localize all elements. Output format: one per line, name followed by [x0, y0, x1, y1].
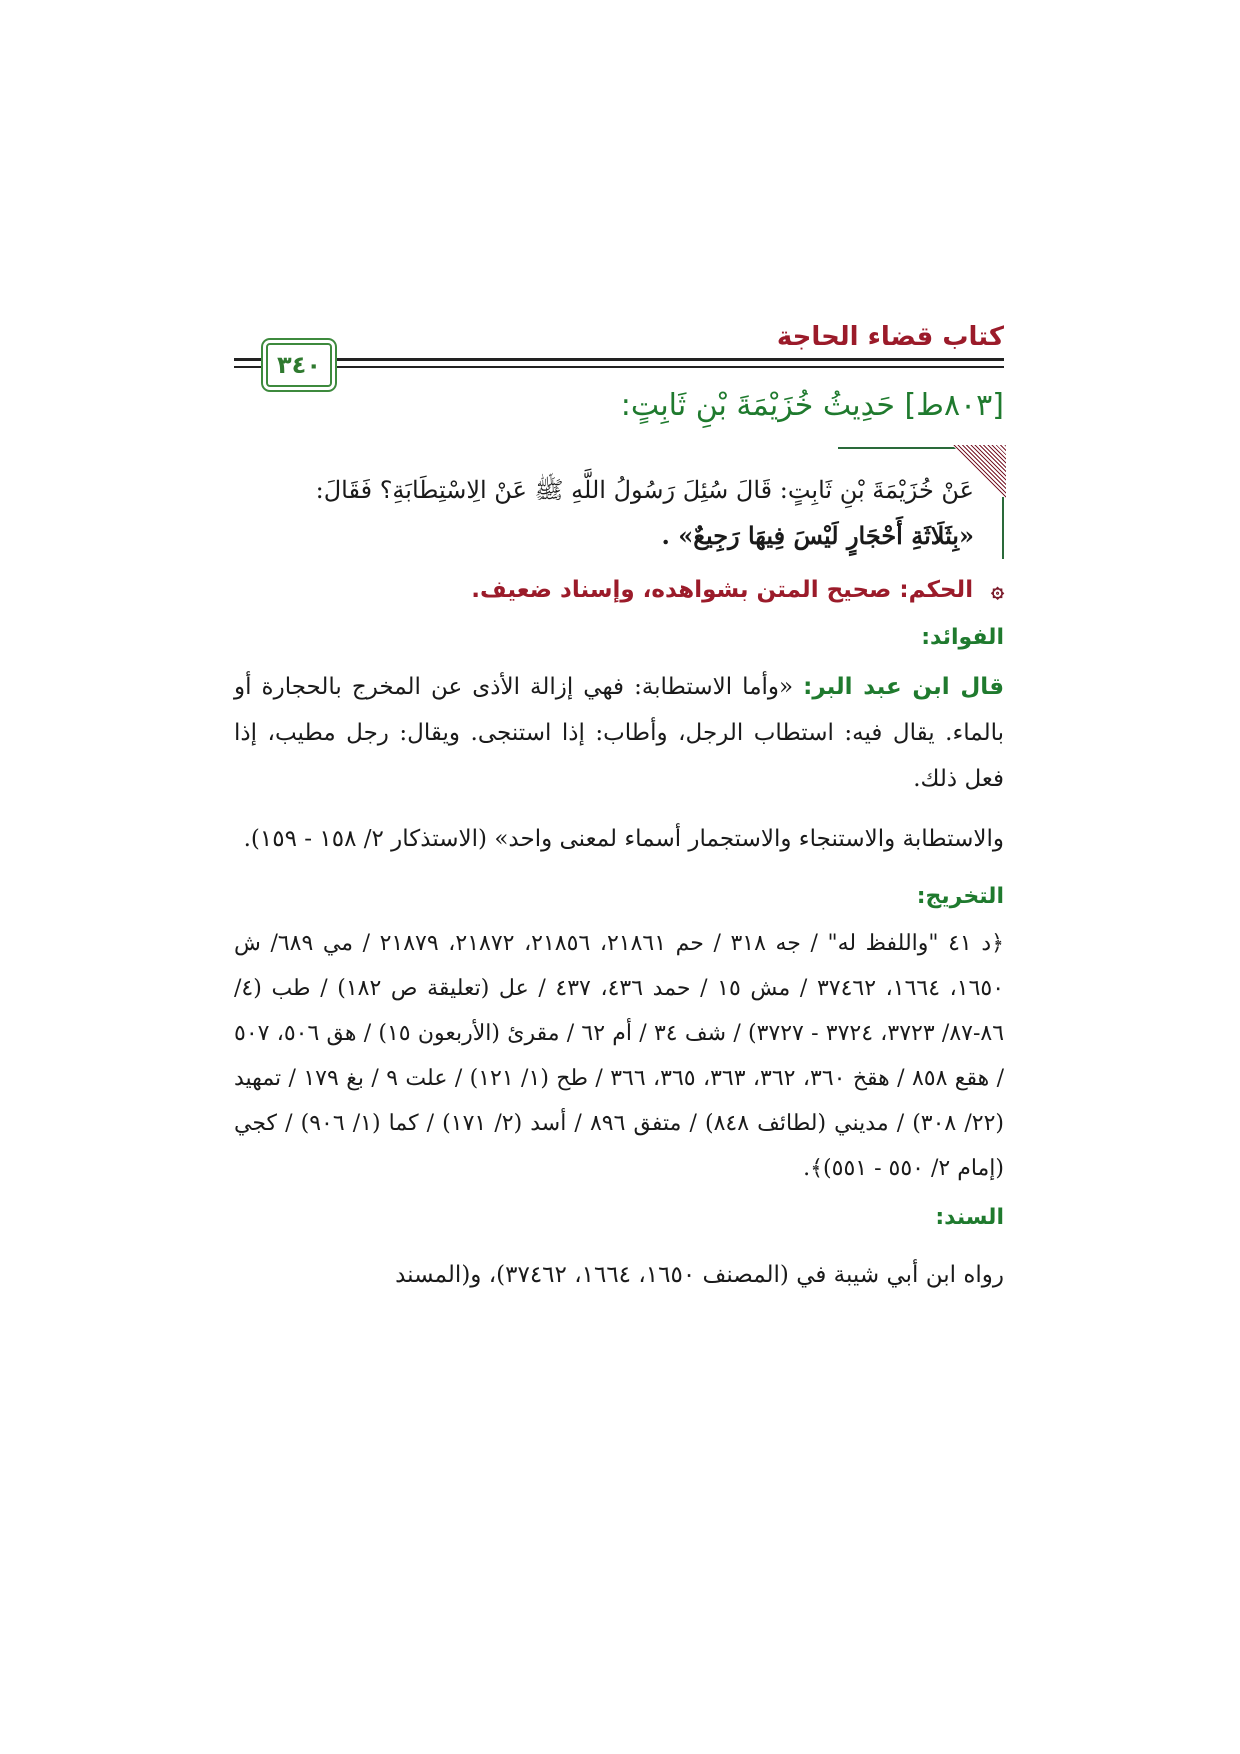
page-content: [234, 310, 1004, 1298]
page-number: ٣٤٠: [266, 343, 332, 387]
speaker-name: قال ابن عبد البر:: [803, 674, 1005, 700]
hadith-text-line: «بِثَلَاثَةِ أَحْجَارٍ لَيْسَ فِيهَا رَجِيعٌ» .: [661, 521, 974, 550]
hadith-text-line: عَنْ خُزَيْمَةَ بْنِ ثَابِتٍ: قَالَ سُئِلَ رَسُولُ اللَّهِ ﷺ عَنْ الِاسْتِطَابَةِ؟ فَقَالَ:: [315, 476, 974, 504]
fawaid-paragraph-cont: والاستطابة والاستنجاء والاستجمار أسماء لمعنى واحد» (الاستذكار ٢/ ١٥٨ - ١٥٩).: [243, 826, 1004, 852]
sanad-text: رواه ابن أبي شيبة في (المصنف ١٦٥٠، ١٦٦٤، ٣٧٤٦٢)، و(المسند: [395, 1262, 1004, 1288]
header-rule: [234, 358, 1004, 361]
ruling-label: الحكم:: [899, 577, 974, 603]
takhrij-text: ﴿د ٤١ "واللفظ له" / جه ٣١٨ / حم ٢١٨٦١، ٢١٨٥٦، ٢١٨٧٢، ٢١٨٧٩ / مي ٦٨٩/ ش ١٦٥٠، ١٦٦٤، ٣٧٤٦٢ / مش ١٥ / حمد ٤٣٦، ٤٣٧ / عل (تعليقة ص ١٨٢) / طب (٤/ ٨٦-٨٧/ ٣٧٢٣، ٣٧٢٤ - ٣٧٢٧) / شف ٣٤ / أم ٦٢ / مقرئ (الأربعون ١٥) / هق ٥٠٦، ٥٠٧ / هقع ٨٥٨ / هقخ ٣٦٠، ٣٦٢، ٣٦٣، ٣٦٥، ٣٦٦ / طح (١/ ١٢١) / علت ٩ / بغ ١٧٩ / تمهيد (٢٢/ ٣٠٨) / مديني (لطائف ٨٤٨) / متفق ٨٩٦ / أسد (٢/ ١٧١) / كما (١/ ٩٠٦) / كجي (إمام ٢/ ٥٥٠ - ٥٥١)﴾.: [234, 931, 1005, 1181]
hadith-text: [234, 467, 974, 559]
fawaid-quote: «وأما الاستطابة: فهي إزالة الأذى عن المخرج بالحجارة أو بالماء. يقال فيه: استطاب الرجل، وأطاب: إذا استنجى. ويقال: رجل مطيب، إذا فعل ذلك.: [234, 674, 1004, 792]
fawaid-paragraph: [234, 664, 1004, 802]
hadith-quote-box: [234, 443, 1004, 559]
header-rule-double: [234, 366, 1004, 368]
book-title: كتاب قضاء الحاجة: [776, 322, 1004, 352]
seal-icon: ۞: [991, 578, 1004, 603]
page-header: [234, 310, 1004, 382]
takhrij-label: التخريج:: [916, 884, 1004, 909]
sanad-label: السند:: [935, 1205, 1004, 1230]
hadith-title: [٨٠٣ط] حَدِيثُ خُزَيْمَةَ بْنِ ثَابِتٍ:: [620, 388, 1004, 423]
fawaid-label: الفوائد:: [921, 625, 1004, 650]
ruling-value: صحيح المتن بشواهده، وإسناد ضعيف.: [471, 577, 892, 603]
ruling: [234, 577, 1004, 603]
ornament-side-line: [1002, 497, 1004, 559]
